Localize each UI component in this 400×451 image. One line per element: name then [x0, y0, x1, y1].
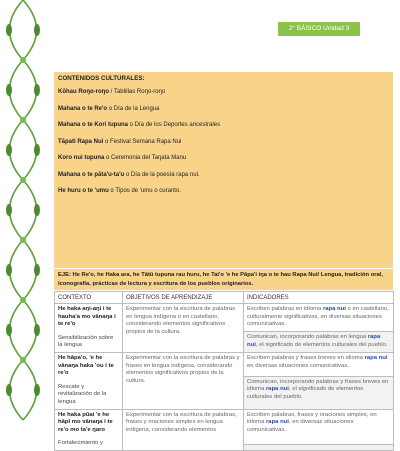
- culture-item: [58, 86, 389, 103]
- indicator-highlight: rapa nui: [247, 334, 381, 348]
- culture-item-rest: o Día de los Deportes ancestrales: [128, 122, 221, 128]
- cultural-contents-box: [54, 72, 393, 268]
- culture-item: [58, 119, 389, 136]
- context-title: He haka aŋi-aŋi i te hauha'a mo vānaŋa i te re'o: [58, 306, 116, 328]
- culture-item: [58, 136, 389, 153]
- culture-item-bold: He huru o te 'umu: [58, 188, 109, 194]
- indicator-cell: [244, 409, 394, 444]
- context-cell: [55, 304, 123, 353]
- indicator-text: o en castellano, culturalmente significativas, en diversas situaciones comunicativas.: [247, 306, 389, 328]
- context-title: He hāpa'o, 'e he vānaŋa haka 'ou i te re'o: [58, 354, 114, 377]
- culture-item-bold: Tāpati Rapa Nui: [58, 138, 104, 145]
- curriculum-table: [54, 291, 394, 451]
- cultural-contents-heading: CONTENIDOS CULTURALES:: [58, 75, 145, 82]
- indicator-text: , el significado de elementos culturales del pueblo.: [247, 386, 364, 400]
- indicator-cell: [244, 304, 394, 332]
- objective-cell: Experimentar con la escritura de palabras en lengua indígena o en castellano, considerando elementos significativos propios de la cultura.: [123, 304, 244, 353]
- culture-item-rest: / Tablillas Roŋo-roŋo: [109, 89, 166, 95]
- culture-item: [58, 103, 389, 120]
- column-header-objectives: OBJETIVOS DE APRENDIZAJE: [123, 292, 244, 304]
- culture-item-bold: Mahana o te pāta'u-ta'u: [58, 171, 125, 178]
- culture-item-rest: o Día de la Lengua: [107, 105, 160, 112]
- table-header-row: [55, 292, 394, 304]
- column-header-indicators: INDICADORES: [244, 292, 394, 304]
- objective-cell: Experimentar con la escritura de palabras y frases en lengua indígena, considerando elementos significativos propios de la cultura.: [123, 352, 244, 409]
- grade-unit-tab: 2° BÁSICO Unidad 3: [278, 22, 360, 36]
- indicator-highlight: rapa nui: [364, 354, 388, 361]
- indicator-highlight: rapa nui: [322, 306, 346, 312]
- culture-item-rest: o Día de la poesía rapa nui.: [124, 171, 200, 178]
- indicator-cell: [244, 332, 394, 353]
- table-row: [55, 304, 394, 332]
- indicator-cell: [244, 376, 394, 409]
- objective-cell: Experimentar con la escritura de palabras, frases y oraciones simples en lengua indígena, considerando elementos: [123, 409, 244, 450]
- indicator-text: , el significado de elementos culturales del pueblo.: [255, 341, 388, 348]
- curriculum-table-container: [54, 291, 393, 447]
- context-title: He haka pūai 'e he hāpī mo vānaŋa i te re'o mo ta'e ŋaro: [58, 411, 113, 433]
- indicator-highlight: rapa nui: [266, 419, 289, 426]
- culture-item-rest: o Festival Semana Rapa Nui: [103, 138, 182, 145]
- table-row: [55, 409, 394, 444]
- indicator-text: Escriben palabras y frases breves en idioma: [247, 354, 365, 361]
- culture-item: [58, 185, 389, 202]
- indicator-cell: [244, 352, 394, 376]
- context-subtitle: Rescate y revitalización de la lengua: [58, 383, 107, 405]
- culture-item-bold: Koro nui tupuna: [58, 155, 105, 161]
- culture-item-bold: Kōhau Roŋo-roŋo: [58, 89, 109, 95]
- culture-item: [58, 169, 389, 186]
- indicator-text: en diversas situaciones comunicativas.: [247, 362, 349, 369]
- context-subtitle: Sensibilización sobre la lengua: [58, 334, 114, 349]
- context-subtitle: Fortalecimiento y: [58, 440, 103, 447]
- indicator-highlight: rapa nui: [266, 386, 289, 393]
- eje-axis-row: EJE: He Re'o, he Haka ara, he Tātū tupuna rau huru, he Tai'o 'e he Pāpa'i iŋa o te hau Rapa Nui/ Lengua, tradición oral, iconografía, prácticas de lectura y escritura de los pueblos originarios.: [54, 268, 393, 290]
- column-header-context: CONTEXTO: [55, 292, 123, 304]
- indicator-text: Escriben palabras en idioma: [247, 306, 323, 312]
- indicator-text: Comunican, incorporando palabras en lengua: [247, 334, 368, 341]
- culture-item-rest: o Ceremonia del Taŋata Manu: [104, 155, 187, 161]
- culture-item-bold: Mahana o te Kori tupuna: [58, 122, 129, 128]
- indicator-cell: [244, 444, 394, 450]
- indicator-text: Comunican, incorporando palabras y frases breves en idioma: [247, 378, 389, 393]
- indicator-text: , en diversas situaciones comunicativas.: [247, 419, 354, 433]
- decorative-border: [0, 0, 46, 400]
- context-cell: [55, 352, 123, 409]
- culture-item: [58, 152, 389, 169]
- indicator-text: Escriben palabras, frases y oraciones simples, en idioma: [247, 411, 377, 426]
- culture-item-bold: Mahana o te Re'o: [58, 105, 108, 112]
- table-row: [55, 352, 394, 376]
- context-cell: [55, 409, 123, 450]
- culture-item-rest: o Tipos de 'umu o curanto.: [108, 188, 181, 194]
- green-leaf-pattern-icon: [0, 0, 46, 400]
